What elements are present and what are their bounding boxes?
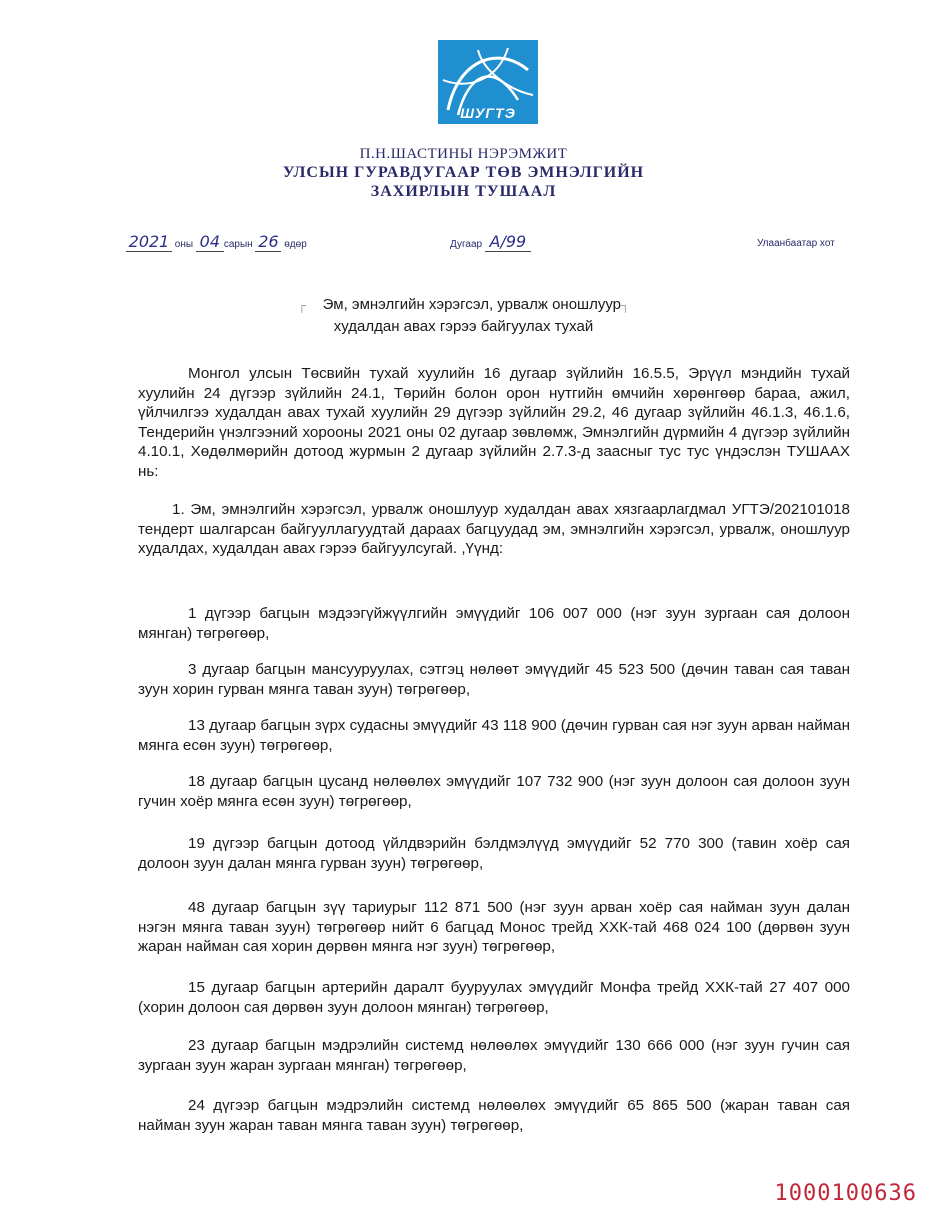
day-value: 26: [255, 232, 281, 252]
year-value: 2021: [126, 232, 172, 252]
subject-bracket-left-icon: ┌: [297, 298, 306, 312]
package-paragraph: 48 дугаар багцын зүү тариурыг 112 871 500 (нэг зуун арван хоёр сая найман зуун далан нэгэн мянга таван зуун) төгрөгөөр нийт 6 багцад Монос трейд ХХК-тай 468 024 100 (дөрвөн зуун жаран найман сая хорин дөрвөн мянга нэг зуун) төгрөгөөр,: [138, 899, 850, 955]
package-paragraph: 1 дүгээр багцын мэдээгүйжүүлгийн эмүүдийг 106 007 000 (нэг зуун зургаан сая долоон мянган) төгрөгөөр,: [138, 605, 850, 642]
package-paragraph: 18 дугаар багцын цусанд нөлөөлөх эмүүдийг 107 732 900 (нэг зуун долоон сая долоон зуун гучин хоёр мянга есөн зуун) төгрөгөөр,: [138, 773, 850, 810]
year-label: оны: [174, 239, 194, 250]
order-subject: [0, 294, 927, 337]
hospital-logo: [438, 40, 538, 124]
package-paragraph: 24 дүгээр багцын мэдрэлийн системд нөлөөлөх эмүүдийг 65 865 500 (жаран таван сая найман зуун жаран таван мянга таван зуун) төгрөгөөр,: [138, 1097, 850, 1134]
package-paragraph: 15 дугаар багцын артерийн даралт бууруулах эмүүдийг Монфа трейд ХХК-тай 27 407 000 (хорин долоон сая дөрвөн зуун долоон мянган) төгрөгөөр,: [138, 979, 850, 1016]
package-paragraph: 19 дүгээр багцын дотоод үйлдвэрийн бэлдмэлүүд эмүүдийг 52 770 300 (тавин хоёр сая долоон зуун далан мянга гурван зуун) төгрөгөөр,: [138, 835, 850, 872]
org-name-line2: УЛСЫН ГУРАВДУГААР ТӨВ ЭМНЭЛГИЙН: [282, 164, 645, 181]
number-value: А/99: [485, 232, 531, 252]
order-item-1: 1. Эм, эмнэлгийн хэрэгсэл, урвалж оношлуур худалдан авах хязгаарлагдмал УГТЭ/202101018 тендерт шалгарсан байгууллагуудтай дараах багцуудад эм, эмнэлгийн хэрэгсэл, урвалж, оношлуур худалдах, худалдан авах гэрээ байгуулсугай. ,Үүнд:: [138, 501, 850, 557]
package-paragraph: 23 дугаар багцын мэдрэлийн системд нөлөөлөх эмүүдийг 130 666 000 (нэг зуун гучин сая зургаан зуун жаран зургаан мянган) төгрөгөөр,: [138, 1037, 850, 1074]
place-label: Улаанбаатар хот: [757, 238, 835, 249]
day-label: өдөр: [284, 239, 307, 250]
date-line: [0, 232, 927, 256]
package-paragraph: 13 дугаар багцын зүрх судасны эмүүдийг 43 118 900 (дөчин гурван сая нэг зуун арван найман мянга есөн зуун) төгрөгөөр,: [138, 717, 850, 754]
package-paragraph: 3 дугаар багцын мансууруулах, сэтгэц нөлөөт эмүүдийг 45 523 500 (дөчин таван сая таван зуун хорин гурван мянга таван зуун) төгрөгөөр,: [138, 661, 850, 698]
stamp-number: 1000100636: [774, 1181, 917, 1206]
number-field: [450, 232, 531, 252]
org-name-line1: П.Н.ШАСТИНЫ НЭРЭМЖИТ: [359, 146, 568, 162]
number-label: Дугаар: [450, 239, 483, 250]
preamble-paragraph: Монгол улсын Төсвийн тухай хуулийн 16 дугаар зүйлийн 16.5.5, Эрүүл мэндийн тухай хуулийн 24 дүгээр зүйлийн 24.1, Төрийн болон орон нутгийн өмчийн хөрөнгөөр бараа, ажил, үйлчилгээ худалдан авах тухай хуулийн 29 дүгээр зүйлийн 29.2, 46 дугаар зүйлийн 46.1.3, 46.1.6, Тендерийн үнэлгээний хорооны 2021 оны 02 дугаар зөвлөмж, Эмнэлгийн дүрмийн 4 дүгээр зүйлийн 4.10.1, Хөдөлмөрийн дотоод журмын 2 дугаар зүйлийн 2.7.3-д заасныг тус тус үндэслэн ТУШААХ нь:: [138, 365, 850, 480]
logo-text: ШУГТЭ: [460, 105, 516, 121]
subject-line1: Эм, эмнэлгийн хэрэгсэл, урвалж оношлуур: [322, 296, 621, 313]
order-title: ЗАХИРЛЫН ТУШААЛ: [370, 183, 557, 200]
date-field: [126, 232, 307, 252]
subject-line2: худалдан авах гэрээ байгуулах тухай: [333, 318, 594, 335]
month-label: сарын: [223, 239, 253, 250]
subject-bracket-right-icon: ┐: [621, 298, 630, 312]
month-value: 04: [196, 232, 224, 252]
